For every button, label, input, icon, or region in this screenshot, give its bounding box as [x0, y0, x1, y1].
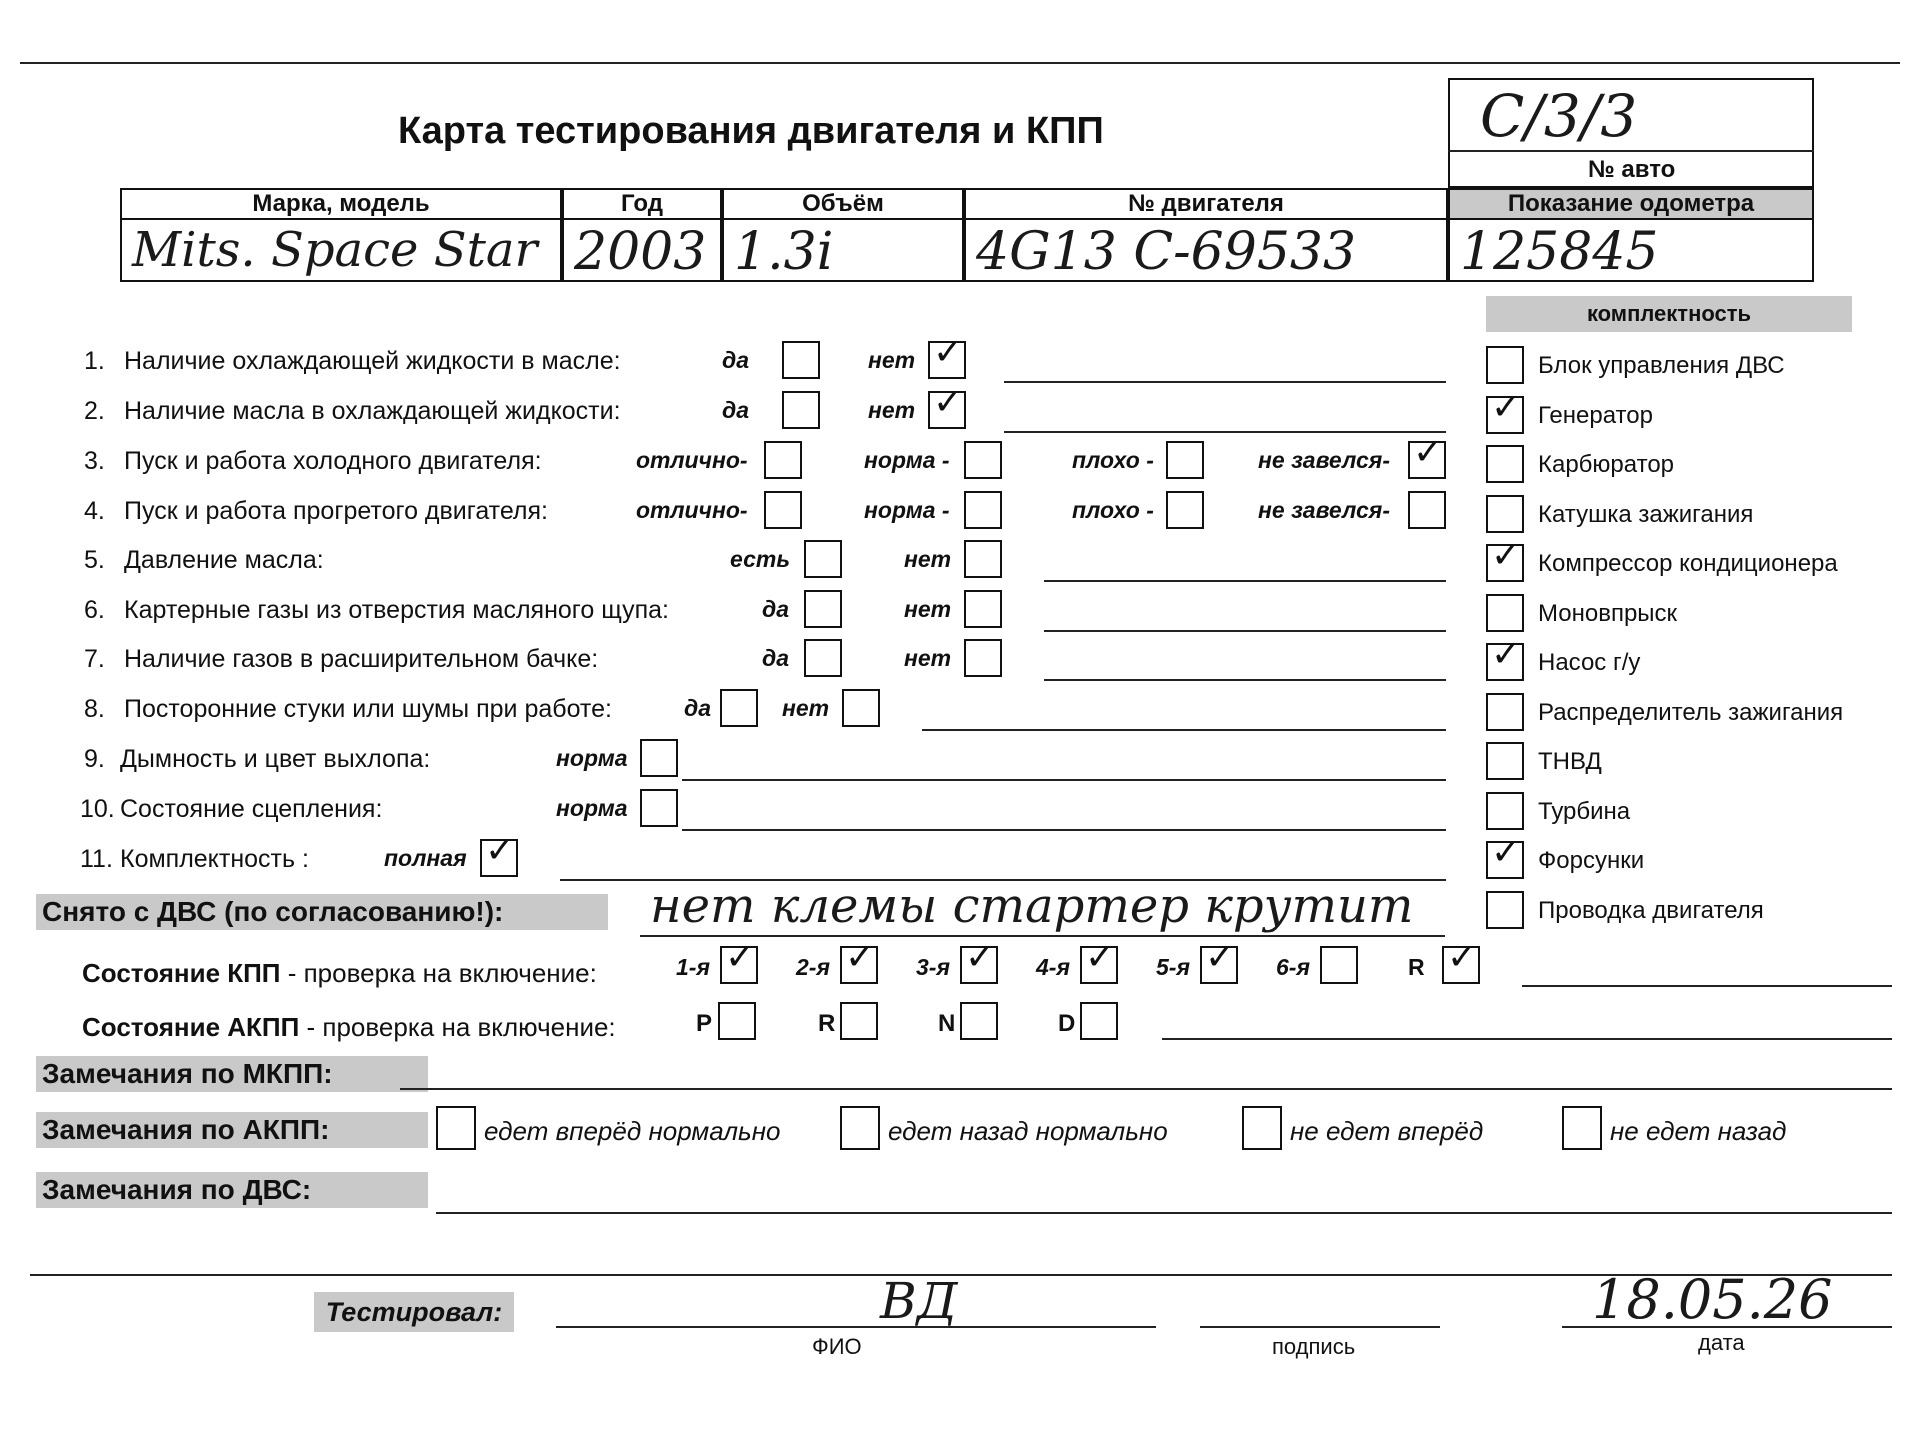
check-option-checkbox[interactable]	[842, 689, 880, 727]
check-option-label: нет	[904, 645, 952, 671]
check-number: 3.	[84, 447, 105, 475]
akpp-mode-checkbox[interactable]	[840, 1002, 878, 1040]
completeness-checkbox[interactable]	[1486, 792, 1524, 830]
completeness-item-label: Насос г/у	[1538, 649, 1641, 676]
vehicle-value-cell[interactable]	[120, 218, 562, 282]
check-label: Наличие масла в охлаждающей жидкости:	[124, 397, 621, 425]
vehicle-value-cell[interactable]	[964, 218, 1448, 282]
kpp-gear-checkbox[interactable]	[1320, 946, 1358, 984]
completeness-checkbox[interactable]	[1486, 386, 1524, 434]
check-answer-line	[682, 829, 1446, 831]
completeness-item-label: ТНВД	[1538, 748, 1602, 775]
completeness-checkbox[interactable]	[1486, 495, 1524, 533]
kpp-gear-label: 5-я	[1156, 954, 1190, 980]
akpp-mode-checkbox[interactable]	[960, 1002, 998, 1040]
kpp-gear-label: 1-я	[676, 954, 710, 980]
vehicle-value-text: Mits. Space Star	[132, 222, 538, 278]
vehicle-value-cell[interactable]	[722, 218, 964, 282]
check-option-checkbox[interactable]	[640, 739, 678, 777]
check-number: 7.	[84, 645, 105, 673]
akpp-remark-checkbox[interactable]	[436, 1106, 476, 1150]
check-option-label: норма -	[864, 497, 950, 523]
check-option-checkbox[interactable]	[964, 540, 1002, 578]
check-option-checkbox[interactable]	[1166, 441, 1204, 479]
check-option-label: да	[762, 645, 790, 671]
kpp-gear-checkbox[interactable]	[720, 937, 758, 984]
check-label: Пуск и работа прогретого двигателя:	[124, 497, 548, 525]
completeness-item-label: Распределитель зажигания	[1538, 698, 1844, 726]
completeness-item-label: Карбюратор	[1538, 451, 1675, 478]
check-option-label: полная	[384, 845, 467, 871]
check-answer-line	[1004, 431, 1446, 433]
check-option-checkbox[interactable]	[1166, 491, 1204, 529]
top-border-line	[20, 62, 1900, 64]
completeness-item-label: Форсунки	[1538, 847, 1645, 874]
auto-number-value[interactable]: C/3/3	[1480, 82, 1638, 150]
check-option-label: отлично-	[636, 497, 748, 523]
vehicle-value-text: 125845	[1460, 222, 1659, 282]
check-option-checkbox[interactable]	[928, 382, 966, 429]
akpp-label-bold: Состояние АКПП	[82, 1012, 300, 1042]
remarks-dvs-line	[436, 1212, 1892, 1214]
vehicle-header-cell: Марка, модель	[120, 188, 562, 220]
completeness-checkbox[interactable]	[1486, 891, 1524, 929]
check-number: 8.	[84, 695, 105, 723]
check-number: 1.	[84, 347, 105, 375]
akpp-mode-label: N	[938, 1010, 956, 1037]
completeness-item-label: Проводка двигателя	[1538, 896, 1764, 924]
check-option-label: да	[722, 347, 750, 373]
kpp-label-bold: Состояние КПП	[82, 958, 281, 988]
removed-value[interactable]: нет клемы стартер крутит	[650, 878, 1414, 934]
kpp-gear-checkbox-mark: ✓	[845, 937, 876, 978]
check-label: Комплектность :	[120, 845, 309, 873]
completeness-item-label: Моновпрыск	[1538, 599, 1678, 627]
fio-label: ФИО	[812, 1334, 862, 1359]
check-option-checkbox[interactable]	[964, 441, 1002, 479]
kpp-gear-label: 4-я	[1036, 954, 1070, 980]
kpp-gear-label: R	[1408, 954, 1425, 980]
completeness-checkbox[interactable]	[1486, 832, 1524, 879]
completeness-item-label: Катушка зажигания	[1538, 500, 1754, 528]
check-label: Дымность и цвет выхлопа:	[120, 745, 431, 773]
akpp-remark-checkbox[interactable]	[840, 1106, 880, 1150]
check-option-checkbox[interactable]	[480, 830, 518, 877]
kpp-gear-checkbox[interactable]	[840, 937, 878, 984]
akpp-line	[1162, 1038, 1892, 1040]
date-label: дата	[1698, 1330, 1745, 1355]
akpp-remark-checkbox[interactable]	[1562, 1106, 1602, 1150]
check-answer-line	[1044, 679, 1446, 681]
check-number: 2.	[84, 397, 105, 425]
akpp-mode-label: P	[696, 1010, 713, 1037]
check-option-checkbox[interactable]	[764, 441, 802, 479]
check-label: Пуск и работа холодного двигателя:	[124, 447, 542, 475]
check-option-checkbox[interactable]	[928, 332, 966, 379]
sign-label: подпись	[1272, 1334, 1356, 1359]
check-number: 4.	[84, 497, 105, 525]
check-option-label: норма -	[864, 447, 950, 473]
check-label: Наличие охлаждающей жидкости в масле:	[124, 347, 621, 375]
kpp-gear-checkbox-mark: ✓	[1085, 937, 1116, 978]
vehicle-header-cell: № двигателя	[964, 188, 1448, 220]
vehicle-value-text: 1.3i	[734, 222, 834, 282]
check-option-label: да	[722, 397, 750, 423]
check-option-checkbox[interactable]	[764, 491, 802, 529]
completeness-item-label: Компрессор кондиционера	[1538, 550, 1838, 577]
vehicle-value-text: 4G13 C-69533	[976, 222, 1357, 282]
check-option-checkbox[interactable]	[964, 639, 1002, 677]
check-answer-line	[1004, 381, 1446, 383]
completeness-item-label: Блок управления ДВС	[1538, 352, 1785, 379]
check-option-checkbox-mark: ✓	[485, 830, 516, 871]
kpp-gear-checkbox-mark: ✓	[965, 937, 996, 978]
kpp-gear-checkbox[interactable]	[960, 937, 998, 984]
check-label: Картерные газы из отверстия масляного щупа:	[124, 596, 669, 624]
check-number: 11.	[80, 845, 113, 873]
kpp-gear-checkbox[interactable]	[1080, 937, 1118, 984]
akpp-mode-checkbox[interactable]	[1080, 1002, 1118, 1040]
akpp-mode-label: D	[1058, 1010, 1076, 1037]
vehicle-value-cell[interactable]	[562, 218, 722, 282]
remarks-akpp-label: Замечания по АКПП:	[36, 1112, 428, 1148]
check-option-label: да	[684, 695, 712, 721]
akpp-remark-checkbox[interactable]	[1242, 1106, 1282, 1150]
kpp-gear-checkbox[interactable]	[1442, 937, 1480, 984]
fio-line	[556, 1326, 1156, 1328]
check-answer-line	[1044, 630, 1446, 632]
check-option-label: не завелся-	[1258, 497, 1390, 523]
sign-line	[1200, 1326, 1440, 1328]
akpp-label	[82, 1012, 616, 1043]
check-option-checkbox[interactable]	[804, 590, 842, 628]
check-answer-line	[922, 729, 1446, 731]
check-option-checkbox[interactable]	[964, 491, 1002, 529]
check-option-checkbox[interactable]	[804, 639, 842, 677]
check-option-checkbox-mark: ✓	[933, 382, 964, 423]
completeness-item-label: Генератор	[1538, 401, 1653, 429]
check-option-checkbox[interactable]	[964, 590, 1002, 628]
completeness-checkbox[interactable]	[1486, 742, 1524, 780]
vehicle-header-cell: Объём	[722, 188, 964, 220]
check-option-label: есть	[730, 546, 790, 572]
remarks-mkpp-line	[400, 1088, 1892, 1090]
check-option-label: нет	[868, 397, 916, 423]
check-option-checkbox[interactable]	[640, 789, 678, 827]
kpp-gear-label: 3-я	[916, 954, 950, 980]
tested-label: Тестировал:	[314, 1292, 514, 1332]
check-number: 5.	[84, 546, 105, 574]
check-option-label: не завелся-	[1258, 447, 1390, 473]
kpp-line	[1522, 985, 1892, 987]
check-option-label: нет	[904, 596, 952, 622]
check-option-checkbox-mark: ✓	[933, 332, 964, 373]
akpp-remark-label: едет назад нормально	[888, 1116, 1168, 1146]
removed-label: Снято с ДВС (по согласованию!):	[36, 894, 608, 930]
check-option-label: норма	[556, 745, 628, 771]
completeness-checkbox-mark: ✓	[1491, 386, 1522, 428]
akpp-remark-label: не едет вперёд	[1290, 1116, 1484, 1146]
check-number: 10.	[80, 795, 115, 823]
check-option-label: да	[762, 596, 790, 622]
vehicle-header-cell: Показание одометра	[1448, 188, 1814, 220]
akpp-remark-label: не едет назад	[1610, 1116, 1787, 1146]
kpp-gear-checkbox-mark: ✓	[1205, 937, 1236, 978]
date-value[interactable]: 18.05.26	[1592, 1268, 1833, 1331]
completeness-title: комплектность	[1486, 296, 1852, 332]
check-label: Состояние сцепления:	[120, 795, 383, 823]
completeness-checkbox[interactable]	[1486, 346, 1524, 384]
akpp-remark-label: едет вперёд нормально	[484, 1116, 781, 1146]
check-option-label: плохо -	[1072, 497, 1154, 523]
check-option-label: норма	[556, 795, 628, 821]
check-option-checkbox[interactable]	[1408, 491, 1446, 529]
check-option-label: отлично-	[636, 447, 748, 473]
remarks-mkpp-label: Замечания по МКПП:	[36, 1056, 428, 1092]
kpp-gear-checkbox-mark: ✓	[725, 937, 756, 978]
completeness-checkbox[interactable]	[1486, 535, 1524, 582]
check-label: Наличие газов в расширительном бачке:	[124, 645, 599, 673]
completeness-item-label: Турбина	[1538, 797, 1631, 825]
check-answer-line	[682, 779, 1446, 781]
auto-number-divider	[1448, 150, 1814, 152]
akpp-mode-checkbox[interactable]	[718, 1002, 756, 1040]
akpp-label-rest: - проверка на включение:	[299, 1012, 616, 1042]
check-number: 6.	[84, 596, 105, 624]
vehicle-value-cell[interactable]	[1448, 218, 1814, 282]
removed-line	[640, 935, 1445, 937]
check-label: Давление масла:	[124, 546, 324, 574]
akpp-mode-label: R	[818, 1010, 836, 1037]
completeness-checkbox[interactable]	[1486, 693, 1524, 731]
auto-number-label: № авто	[1588, 156, 1676, 183]
check-option-checkbox[interactable]	[804, 540, 842, 578]
completeness-checkbox-mark: ✓	[1491, 535, 1522, 576]
completeness-checkbox[interactable]	[1486, 445, 1524, 483]
kpp-gear-checkbox[interactable]	[1200, 937, 1238, 984]
check-option-checkbox-mark: ✓	[1413, 432, 1444, 473]
check-option-checkbox[interactable]	[782, 341, 820, 379]
check-option-checkbox[interactable]	[782, 391, 820, 429]
kpp-label	[82, 958, 597, 989]
check-option-label: нет	[868, 347, 916, 373]
page-title: Карта тестирования двигателя и КПП	[398, 110, 1104, 152]
completeness-checkbox[interactable]	[1486, 634, 1524, 681]
fio-value[interactable]: ВД	[880, 1272, 958, 1330]
check-option-label: нет	[782, 695, 830, 721]
completeness-checkbox-mark: ✓	[1491, 832, 1522, 873]
check-label: Посторонние стуки или шумы при работе:	[124, 695, 612, 723]
kpp-label-rest: - проверка на включение:	[280, 958, 597, 988]
completeness-checkbox-mark: ✓	[1491, 634, 1522, 675]
check-option-label: нет	[904, 546, 952, 572]
kpp-gear-label: 6-я	[1276, 954, 1310, 980]
check-option-checkbox[interactable]	[720, 689, 758, 727]
vehicle-header-cell: Год	[562, 188, 722, 220]
check-option-checkbox[interactable]	[1408, 432, 1446, 479]
kpp-gear-label: 2-я	[796, 954, 830, 980]
kpp-gear-checkbox-mark: ✓	[1447, 937, 1478, 978]
remarks-dvs-label: Замечания по ДВС:	[36, 1172, 428, 1208]
vehicle-value-text: 2003	[574, 222, 707, 282]
check-option-label: плохо -	[1072, 447, 1154, 473]
check-number: 9.	[84, 745, 105, 773]
check-answer-line	[1044, 580, 1446, 582]
completeness-checkbox[interactable]	[1486, 594, 1524, 632]
